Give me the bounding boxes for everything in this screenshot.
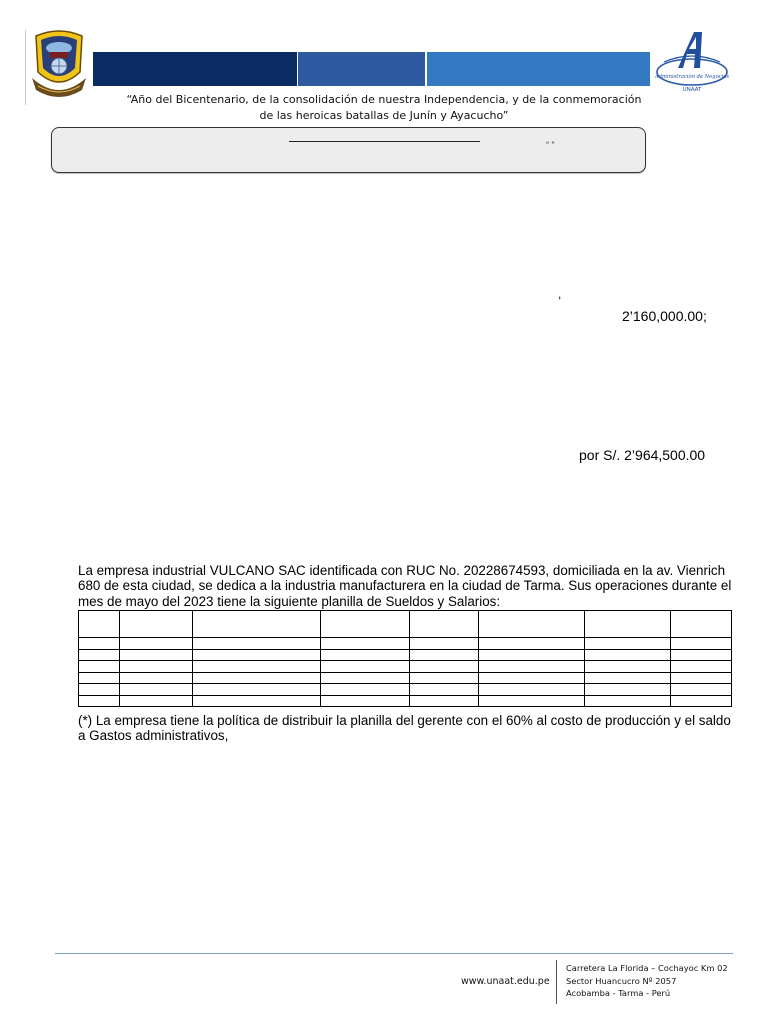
unaat-logo	[654, 28, 730, 96]
motto	[100, 92, 668, 124]
header-left-rule	[25, 30, 26, 105]
table-row	[79, 695, 732, 707]
unaat-logo-caption: UNAAT	[682, 87, 702, 93]
footer-rule	[55, 953, 733, 954]
stray-comma: ,	[558, 287, 562, 301]
footer-address	[566, 962, 728, 1000]
amount-text-1: 2’160,000.00;	[622, 308, 707, 324]
university-crest-logo	[30, 28, 88, 98]
unaat-logo-script: Administración de Negocios	[654, 74, 730, 80]
header-bar-mid	[298, 52, 425, 86]
table-row	[79, 638, 732, 650]
footer-separator	[556, 960, 557, 1004]
table-row	[79, 672, 732, 684]
address-line-1: Carretera La Florida – Cochayoc Km 02	[566, 963, 728, 973]
distribution-note: (*) La empresa tiene la política de distribuir la planilla del gerente con el 60% al costo de producción y el saldo a Gastos administrativos,	[78, 713, 731, 744]
header-bar-light	[427, 52, 650, 86]
amount-text-2: por S/. 2’964,500.00	[579, 447, 706, 463]
table-row	[79, 661, 732, 673]
address-line-2: Sector Huancucro Nº 2057	[566, 975, 677, 986]
motto-line-1: “Año del Bicentenario, de la consolidación de nuestra Independencia, y de la conmemoración	[126, 93, 642, 106]
motto-line-2: de las heroicas batallas de Junín y Ayacucho”	[259, 109, 509, 122]
table-header-row	[79, 611, 732, 638]
website-link[interactable]: www.unaat.edu.pe	[461, 976, 550, 987]
address-line-3: Acobamba - Tarma - Perú	[566, 988, 671, 998]
header-bar-dark	[93, 52, 297, 86]
title-box	[51, 127, 646, 173]
company-description: La empresa industrial VULCANO SAC identificada con RUC No. 20228674593, domiciliada en la av. Vienrich 680 de esta ciudad, se dedica a la industria manufacturera en la ciudad de Tarma. Sus operaciones durante el mes de mayo del 2023 tiene la siguiente planilla de Sueldos y Salarios:	[78, 563, 732, 609]
title-underline	[289, 141, 480, 142]
table-row	[79, 649, 732, 661]
table-row	[79, 684, 732, 696]
payroll-table	[78, 610, 732, 707]
title-quotes: “ ”	[546, 140, 555, 150]
